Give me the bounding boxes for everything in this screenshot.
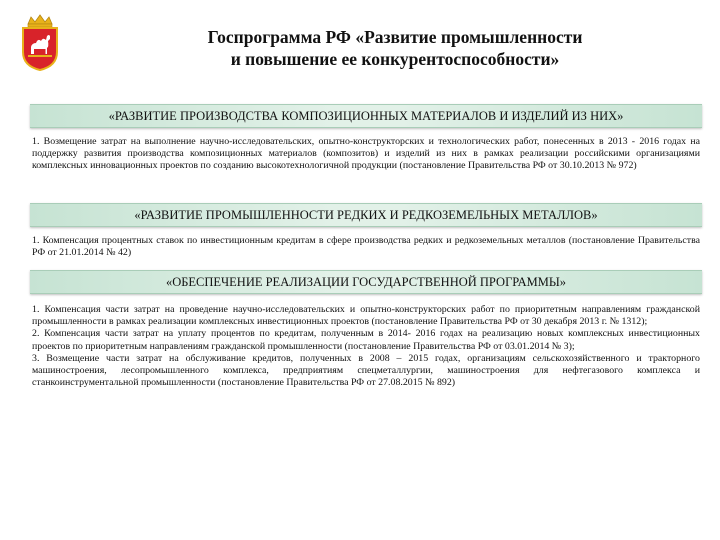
section-body-rare-metals [32, 235, 700, 259]
section-heading-rare-metals: «РАЗВИТИЕ ПРОМЫШЛЕННОСТИ РЕДКИХ И РЕДКОЗЕМЕЛЬНЫХ МЕТАЛЛОВ» [30, 203, 702, 227]
list-item: 2. Компенсация части затрат на уплату процентов по кредитам, полученным в 2014- 2016 годах на реализацию новых комплексных инвестиционных проектов по приоритетным направлениям гражданской промышленности (постановление Правительства РФ от 03.01.2014 № 3); [32, 328, 700, 352]
list-item: 1. Компенсация части затрат на проведение научно-исследовательских и опытно-конструкторских работ по приоритетным направлениям гражданской промышленности в рамках реализации комплексных инвестиционных проектов (постановление Правительства РФ от 30 декабря 2013 г. № 1312); [32, 304, 700, 328]
page-title-line-2: и повышение ее конкурентоспособности» [230, 49, 560, 69]
list-item: 1. Возмещение затрат на выполнение научно-исследовательских, опытно-конструкторских и технологических работ, понесенных в 2013 - 2016 годах на поддержку развития производства композиционных материалов (композитов) и изделий из них в рамках реализации российскими организациями комплексных инновационных проектов по созданию высокотехнологичной продукции (постановление Правительства РФ от 30.10.2013 № 972) [32, 136, 700, 172]
list-item: 1. Компенсация процентных ставок по инвестиционным кредитам в сфере производства редких и редкоземельных металлов (постановление Правительства РФ от 21.01.2014 № 42) [32, 235, 700, 259]
section-heading-composites: «РАЗВИТИЕ ПРОИЗВОДСТВА КОМПОЗИЦИОННЫХ МАТЕРИАЛОВ И ИЗДЕЛИЙ ИЗ НИХ» [30, 104, 702, 128]
section-body-composites [32, 136, 700, 173]
page-title-line-1: Госпрограмма РФ «Развитие промышленности [207, 27, 583, 47]
section-body-program-support [32, 304, 700, 389]
page-title [70, 26, 720, 70]
chelyabinsk-coat-of-arms-icon [20, 14, 60, 72]
section-heading-program-support: «ОБЕСПЕЧЕНИЕ РЕАЛИЗАЦИИ ГОСУДАРСТВЕННОЙ ПРОГРАММЫ» [30, 270, 702, 294]
list-item: 3. Возмещение части затрат на обслуживание кредитов, полученных в 2008 – 2015 годах, организациям сельскохозяйственного и тракторного машиностроения, лесопромышленного комплекса, предприятиям спецметаллургии, машиностроения для нефтегазового комплекса и станкоинструментальной промышленности (постановление Правительства РФ от 27.08.2015 № 892) [32, 352, 700, 389]
